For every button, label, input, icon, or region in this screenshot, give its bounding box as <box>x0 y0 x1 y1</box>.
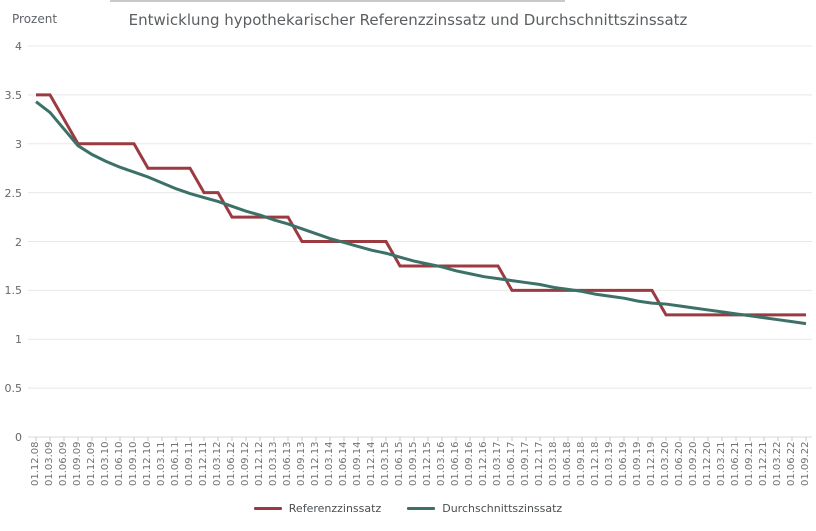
x-axis-label: 01.12.18 <box>590 441 601 486</box>
x-axis-label: 01.09.09 <box>72 441 83 486</box>
x-axis-label: 01.12.16 <box>478 441 489 486</box>
x-axis-label: 01.12.11 <box>198 441 209 486</box>
x-axis-label: 01.06.17 <box>506 441 517 486</box>
legend-label: Referenzzinssatz <box>288 502 382 515</box>
y-axis-label: 3.5 <box>4 88 22 102</box>
referenzzinssatz-line-swatch-icon <box>254 507 282 510</box>
legend-item-durchschnittszinssatz[interactable] <box>407 502 562 515</box>
x-axis-label: 01.09.22 <box>800 441 811 486</box>
x-axis-label: 01.06.13 <box>282 441 293 486</box>
x-axis-label: 01.06.16 <box>450 441 461 486</box>
legend-item-referenzzinssatz[interactable] <box>254 502 381 515</box>
x-axis-label: 01.06.20 <box>674 441 685 486</box>
x-axis-label: 01.09.11 <box>184 441 195 486</box>
x-axis-label: 01.09.15 <box>408 441 419 486</box>
y-axis-label: 4 <box>15 40 22 53</box>
x-axis-label: 01.12.15 <box>422 441 433 486</box>
x-axis-label: 01.09.12 <box>240 441 251 486</box>
y-axis-label: 0 <box>15 431 22 444</box>
x-axis-label: 01.06.22 <box>786 441 797 486</box>
x-axis-label: 01.03.22 <box>772 441 783 486</box>
x-axis-label: 01.12.14 <box>366 441 377 486</box>
y-axis-label: 0.5 <box>4 382 22 396</box>
x-axis-label: 01.09.21 <box>744 441 755 486</box>
x-axis-label: 01.03.19 <box>604 441 615 486</box>
x-axis-label: 01.03.09 <box>44 441 55 486</box>
x-axis-label: 01.12.10 <box>142 441 153 486</box>
x-axis-label: 01.12.20 <box>702 441 713 486</box>
x-axis-label: 01.06.11 <box>170 441 181 486</box>
y-axis-title: Prozent <box>12 12 58 26</box>
x-axis-label: 01.03.20 <box>660 441 671 486</box>
x-axis-label: 01.12.09 <box>86 441 97 486</box>
x-axis-label: 01.12.21 <box>758 441 769 486</box>
y-axis-label: 1.5 <box>4 284 22 298</box>
x-axis-label: 01.09.20 <box>688 441 699 486</box>
x-axis-label: 01.06.10 <box>114 441 125 486</box>
chart-title: Entwicklung hypothekarischer Referenzzinssatz und Durchschnittszinssatz <box>128 11 688 29</box>
x-axis-label: 01.03.15 <box>380 441 391 486</box>
legend <box>0 502 816 515</box>
x-axis-label: 01.12.13 <box>310 441 321 486</box>
y-axis-label: 1 <box>15 333 22 347</box>
y-axis-label: 2.5 <box>4 186 22 200</box>
x-axis-label: 01.03.16 <box>436 441 447 486</box>
x-axis-label: 01.09.17 <box>520 441 531 486</box>
x-axis-label: 01.06.09 <box>58 441 69 486</box>
x-axis-label: 01.03.17 <box>492 441 503 486</box>
x-axis-label: 01.09.10 <box>128 441 139 486</box>
x-axis-label: 01.06.14 <box>338 441 349 486</box>
x-axis-label: 01.12.12 <box>254 441 265 486</box>
x-axis-label: 01.12.17 <box>534 441 545 486</box>
x-axis-label: 01.09.16 <box>464 441 475 486</box>
x-axis-label: 01.03.14 <box>324 441 335 486</box>
x-axis-label: 01.06.18 <box>562 441 573 486</box>
x-axis-label: 01.12.19 <box>646 441 657 486</box>
x-axis-label: 01.03.21 <box>716 441 727 486</box>
x-axis-label: 01.09.19 <box>632 441 643 486</box>
x-axis-label: 01.06.19 <box>618 441 629 486</box>
legend-label: Durchschnittszinssatz <box>442 502 563 515</box>
x-axis-label: 01.03.13 <box>268 441 279 486</box>
x-axis-label: 01.06.12 <box>226 441 237 486</box>
x-axis-label: 01.09.18 <box>576 441 587 486</box>
x-axis-label: 01.03.18 <box>548 441 559 486</box>
x-axis-label: 01.12.08 <box>30 441 41 486</box>
x-axis-label: 01.09.14 <box>352 441 363 486</box>
x-axis-label: 01.09.13 <box>296 441 307 486</box>
referenzzinssatz-line <box>36 95 806 315</box>
x-axis-label: 01.06.21 <box>730 441 741 486</box>
x-axis-label: 01.03.12 <box>212 441 223 486</box>
x-axis-label: 01.03.10 <box>100 441 111 486</box>
x-axis-label: 01.03.11 <box>156 441 167 486</box>
y-axis-label: 2 <box>15 235 22 249</box>
durchschnittszinssatz-line-swatch-icon <box>407 507 435 510</box>
y-axis-label: 3 <box>15 137 22 151</box>
x-axis-label: 01.06.15 <box>394 441 405 486</box>
